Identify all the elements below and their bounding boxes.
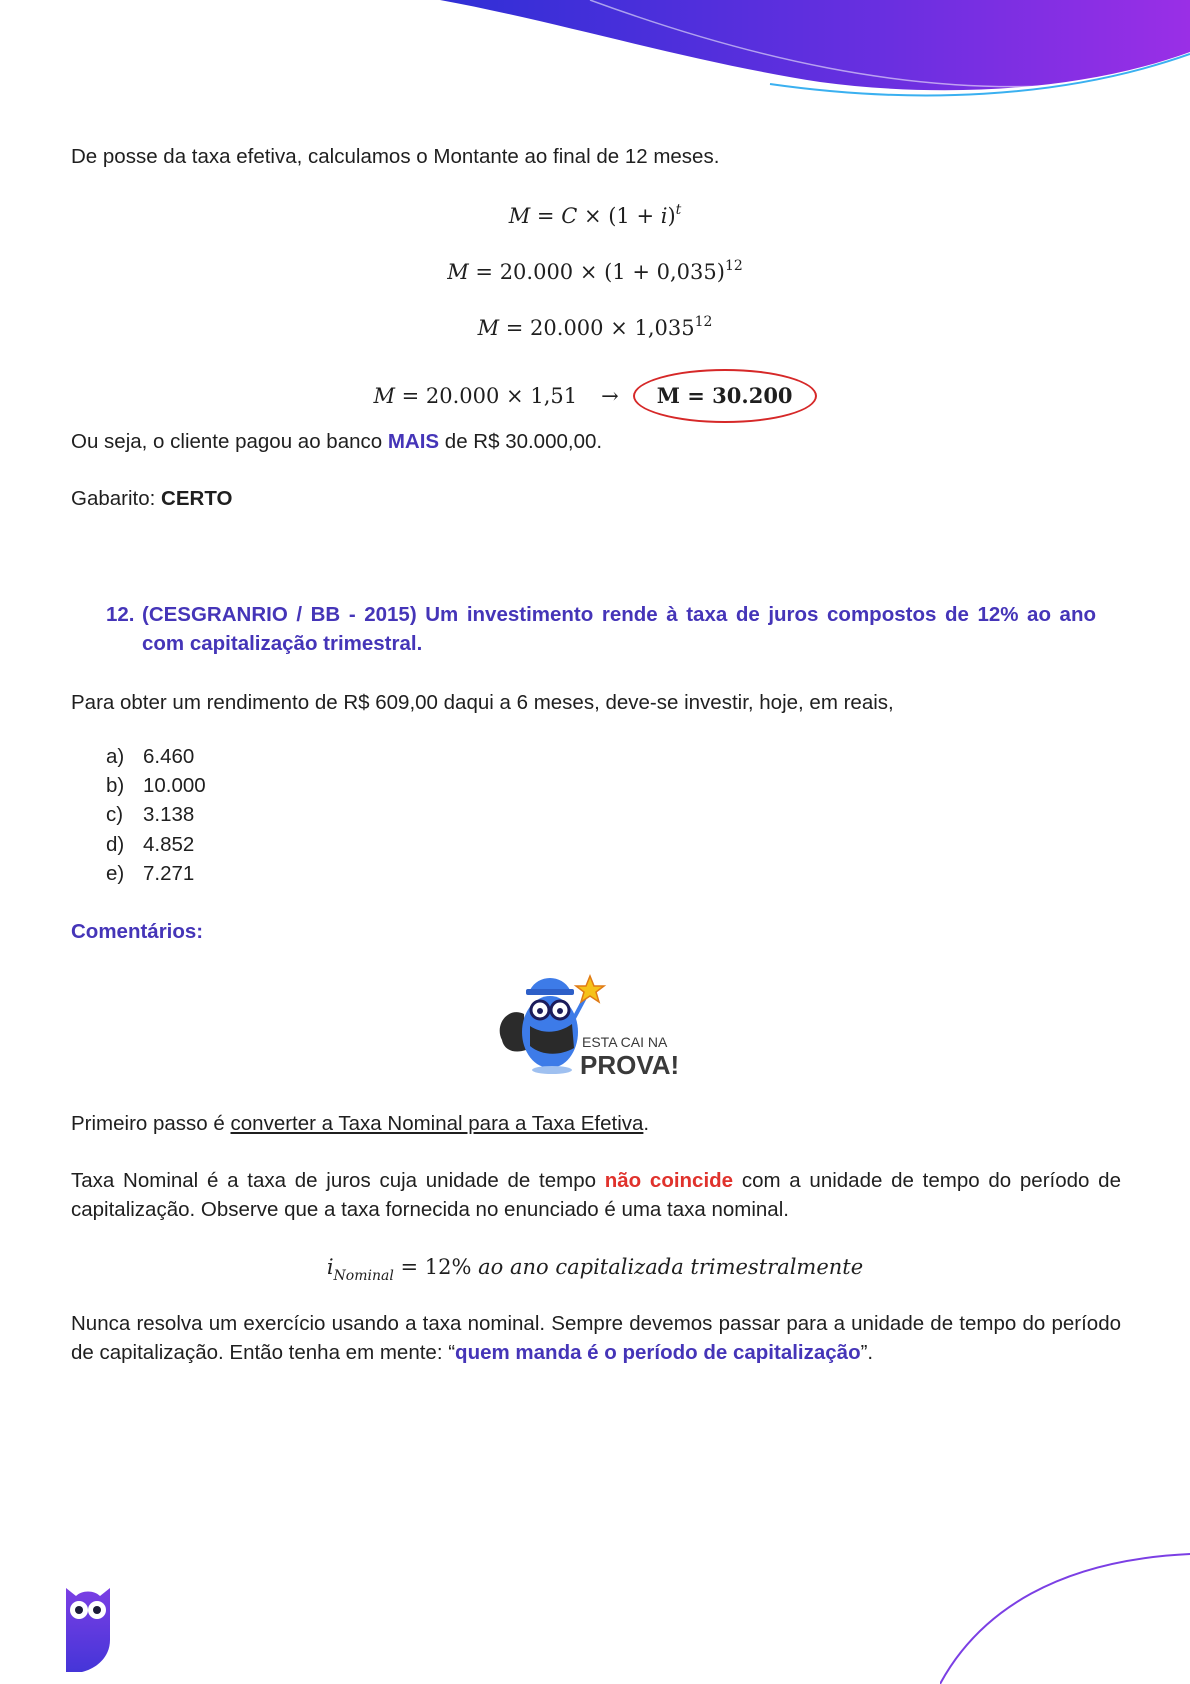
formula-step-4: M = 20.000 × 1,51 → M = 30.200 [0, 369, 1190, 423]
comments-heading: Comentários: [71, 920, 204, 943]
badge-line-1: ESTA CAI NA [582, 1034, 668, 1050]
option-b: b) 10.000 [106, 774, 206, 798]
answer-options [106, 742, 206, 888]
option-a: a) 6.460 [106, 745, 195, 768]
owl-logo-icon [62, 1578, 114, 1672]
formula-step-3: $M = 20.000 \times 1,035^{12}$ [477, 314, 713, 340]
question-statement [106, 600, 1096, 658]
advice-highlight: quem manda é o período de capitalização [455, 1341, 861, 1364]
intro-text: De posse da taxa efetiva, calculamos o Montante ao final de 12 meses. [71, 145, 720, 168]
conclusion-text: Ou seja, o cliente pagou ao banco MAIS de R$ 30.000,00. [71, 430, 603, 453]
formula-montante: $M = C \times (1 + i)^t$ [508, 202, 682, 228]
header-wave-decoration [440, 0, 1190, 100]
advice-text: Nunca resolva um exercício usando a taxa nominal. Sempre devemos passar para a unidade de tempo do período de capitalização. Então tenha em mente: “quem manda é o período de capitalização”. [71, 1312, 1121, 1364]
option-e: e) 7.271 [106, 861, 195, 885]
conclusion-highlight: MAIS [387, 430, 440, 453]
nominal-definition: Taxa Nominal é a taxa de juros cuja unidade de tempo não coincide com a unidade de tempo do período de capitalização. Observe que a taxa fornecida no enunciado é uma taxa nominal. [71, 1169, 1121, 1221]
question-text: (CESGRANRIO / BB - 2015) Um investimento rende à taxa de juros compostos de 12% ao ano com capitalização trimestral. [142, 603, 1096, 655]
option-d: d) 4.852 [106, 832, 195, 856]
option-c: c) 3.138 [106, 803, 195, 827]
answer-key: Gabarito: CERTO [71, 487, 233, 510]
step-one-text: Primeiro passo é converter a Taxa Nominal para a Taxa Efetiva. [71, 1112, 650, 1135]
step-one-underlined: converter a Taxa Nominal para a Taxa Efetiva [230, 1112, 644, 1135]
formula-nominal-rate: $i_{Nominal} = 12\%$ ao ano capitalizada trimestralmente [326, 1255, 864, 1284]
formula-step-2: $M = 20.000 \times (1 + 0,035)^{12}$ [447, 258, 743, 284]
footer-wave-decoration [940, 1550, 1190, 1684]
question-number: 12. [106, 603, 135, 626]
badge-line-2: PROVA! [580, 1050, 680, 1080]
esta-cai-na-prova-badge [490, 970, 710, 1082]
nominal-highlight: não coincide [604, 1169, 734, 1192]
answer-value: CERTO [161, 487, 233, 510]
question-prompt: Para obter um rendimento de R$ 609,00 daqui a 6 meses, deve-se investir, hoje, em reais, [71, 691, 894, 714]
result-circled: M = 30.200 [633, 369, 817, 423]
